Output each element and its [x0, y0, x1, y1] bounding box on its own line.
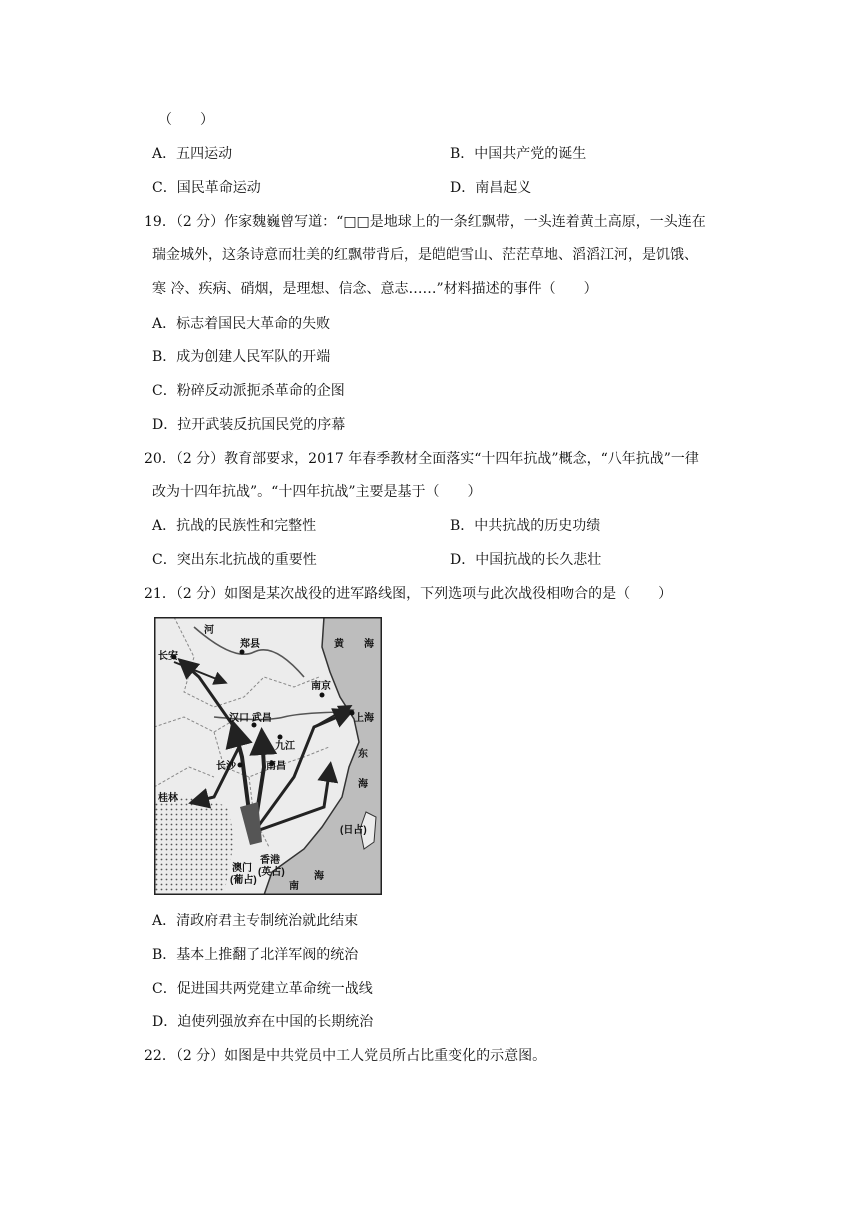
map-label-rizhan: (日占) — [340, 825, 367, 836]
q19-option-d: D．拉开武装反抗国民党的序幕 — [152, 417, 346, 433]
q20-option-a: A．抗战的民族性和完整性 — [152, 518, 317, 534]
q20-option-d: D．中国抗战的长久悲壮 — [450, 552, 602, 568]
map-label-changan: 长安 — [158, 651, 178, 662]
map-label-zhengxian: 郑县 — [240, 639, 260, 650]
q19-option-a: A．标志着国民大革命的失败 — [152, 316, 331, 332]
option-d: D．南昌起义 — [450, 180, 532, 196]
map-label-huang: 黄 — [334, 639, 344, 650]
q21-option-c: C．促进国共两党建立革命统一战线 — [152, 981, 373, 997]
q21-option-d: D．迫使列强放弃在中国的长期统治 — [152, 1014, 374, 1030]
city-marker-zhengxian — [240, 650, 245, 655]
map-label-nan: 南 — [289, 881, 299, 892]
question-20-text: 20．（2 分）教育部要求，2017 年春季教材全面落实“十四年抗战”概念，“八年抗战”一律 — [144, 451, 699, 467]
option-b: B．中国共产党的诞生 — [450, 146, 587, 162]
city-marker-nanjing — [320, 693, 325, 698]
city-marker-changsha — [238, 763, 243, 768]
q19-option-c: C．粉碎反动派扼杀革命的企图 — [152, 383, 345, 399]
campaign-route-map — [154, 617, 382, 895]
map-label-aomen: 澳门 — [232, 863, 252, 874]
question-20-text-line2: 改为十四年抗战”。“十四年抗战”主要是基于（ ） — [152, 484, 482, 500]
map-label-puzhan: (葡占) — [230, 875, 257, 886]
option-c: C．国民革命运动 — [152, 180, 261, 196]
q19-option-b: B．成为创建人民军队的开端 — [152, 349, 331, 365]
map-label-dong: 东 — [358, 749, 368, 760]
question-22-text: 22．（2 分）如图是中共党员中工人党员所占比重变化的示意图。 — [144, 1048, 547, 1064]
q21-option-a: A．清政府君主专制统治就此结束 — [152, 913, 359, 929]
map-label-nanjing: 南京 — [311, 681, 331, 692]
map-label-hai-3: 海 — [314, 871, 324, 882]
answer-paren: （ ） — [158, 112, 214, 128]
question-19-text-line3: 寒 冷、疾病、硝烟，是理想、信念、意志……”材料描述的事件（ ） — [152, 281, 598, 297]
map-label-jiujiang: 九江 — [275, 741, 295, 752]
option-a: A．五四运动 — [152, 146, 233, 162]
q21-option-b: B．基本上推翻了北洋军阀的统治 — [152, 947, 359, 963]
map-label-yingzhan: (英占) — [258, 867, 285, 878]
question-19-text: 19．（2 分）作家魏巍曾写道：“□□是地球上的一条红飘带，一头连着黄土高原，一头连在 — [144, 214, 706, 230]
map-label-shanghai: 上海 — [354, 713, 374, 724]
map-label-changsha: 长沙 — [216, 761, 236, 772]
question-19-text-line2: 瑞金城外，这条诗意而壮美的红飘带背后，是皑皑雪山、茫茫草地、滔滔江河，是饥饿、 — [152, 247, 698, 263]
map-label-hai-1: 海 — [364, 639, 374, 650]
map-label-guilin: 桂林 — [158, 793, 178, 804]
map-label-hai-2: 海 — [358, 779, 368, 790]
question-21-text: 21．（2 分）如图是某次战役的进军路线图，下列选项与此次战役相吻合的是（ ） — [144, 586, 673, 602]
q20-option-b: B．中共抗战的历史功绩 — [450, 518, 601, 534]
map-label-hankou-wuchang: 汉口 武昌 — [229, 713, 272, 724]
q20-option-c: C．突出东北抗战的重要性 — [152, 552, 317, 568]
city-marker-jiujiang — [278, 735, 283, 740]
map-label-xianggang: 香港 — [260, 855, 280, 866]
map-label-he: 河 — [204, 625, 214, 636]
map-label-nanchang: 南昌 — [266, 761, 286, 772]
guangxi-dotted-region — [154, 795, 234, 895]
